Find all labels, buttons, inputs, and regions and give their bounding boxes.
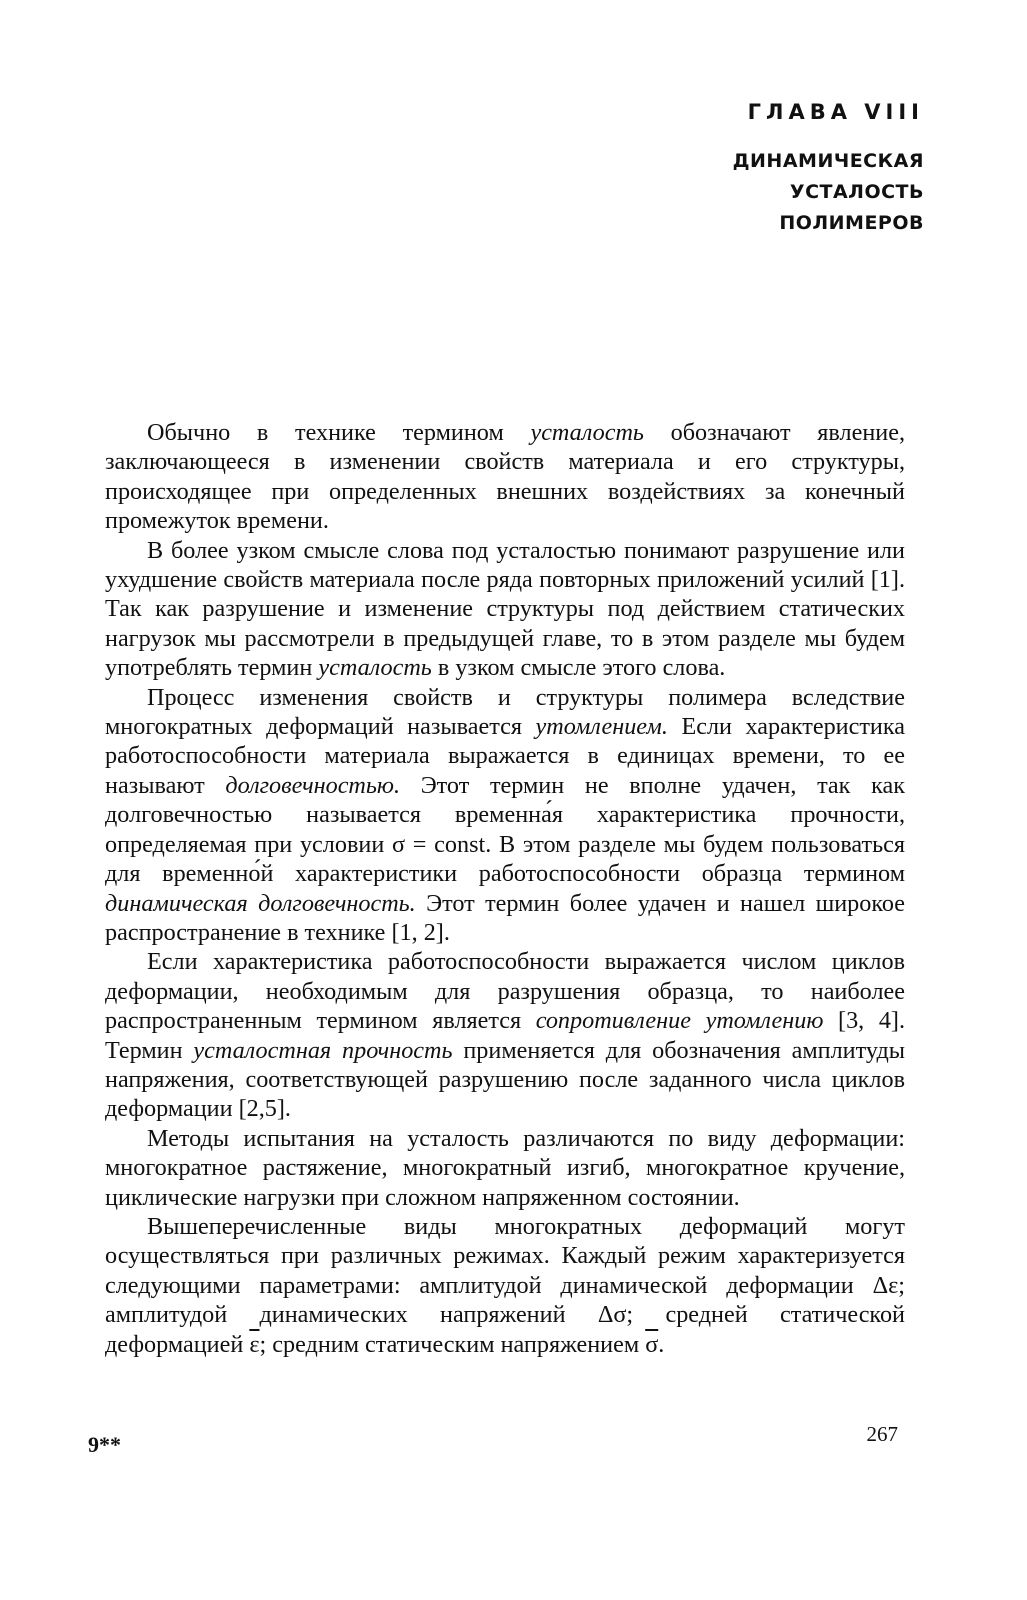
text-run: Вышеперечисленные виды многократных деформаций могут осуществляться при различных режимах. Каждый режим характеризуется следующими параметрами: амплитудой динамической деформации Δε; амплитудой динамических напряжений Δσ; средней статической деформацией [105,1212,905,1358]
chapter-header [733,100,924,239]
text-run: Обычно в технике термином [147,419,531,446]
italic-term: сопротивление утомлению [535,1007,824,1035]
italic-term: динамическая долговечность. [105,889,416,917]
italic-term: усталостная прочность [193,1036,453,1064]
chapter-title [733,146,924,239]
paragraph [105,1212,905,1359]
text-run: Процесс изменения свойств и структуры полимера вследствие многократных деформаций называется [105,683,905,741]
text-run: Если характеристика работоспособности выражается числом циклов деформации, необходимым для разрушения образца, то наиболее распространенным термином является [105,948,905,1035]
body-text [105,418,905,1359]
chapter-title-line: УСТАЛОСТЬ [789,181,924,203]
paragraph [105,418,905,536]
paragraph [105,947,905,1123]
page-number: 267 [866,1422,898,1446]
italic-term: утомлением. [535,713,668,741]
mean-strain-symbol: $\overline{\varepsilon}$ [249,1330,260,1358]
text-run: [3, 4]. Термин [105,1007,906,1064]
text-run: В более узком смысле слова под усталостью понимают разрушение или ухудшение свойств материала после ряда повторных приложений усилий [1]. Так как разрушение и изменение структуры под действием статических нагрузок мы рассмотрели в предыдущей главе, то в этом разделе мы будем употреблять термин [105,536,905,682]
text-run: Этот термин более удачен и нашел широкое распространение в технике [1, 2]. [105,889,905,946]
text-run: обозначают явление, заключающееся в изменении свойств материала и его структуры, происходящее при определенных внешних воздействиях за конечный промежуток времени. [105,419,906,535]
italic-term: усталость [318,654,432,682]
text-run: Если характеристика работоспособности материала выражается в единицах времени, то ее называют [105,713,905,799]
text-run: применяется для обозначения амплитуды напряжения, соответствующей разрушению после заданного числа циклов деформации [2,5]. [105,1036,905,1123]
text-run: . [658,1330,665,1358]
text-run: ; средним статическим напряжением [259,1330,646,1358]
chapter-label: ГЛАВА VIII [747,100,924,124]
text-run: Этот термин не вполне удачен, так как долговечностью называется временна́я характеристика прочности, определяемая при условии σ = const. В этом разделе мы будем пользоваться для временно́й характеристики работоспособности образца термином [105,771,905,888]
page-footer [88,1422,898,1466]
italic-term: долговечностью. [225,771,401,799]
text-run: в узком смысле этого слова. [431,654,726,682]
paragraph [105,536,905,683]
paragraph: Методы испытания на усталость различаются по виду деформации: многократное растяжение, многократный изгиб, многократное кручение, циклические нагрузки при сложном напряженном состоянии. [105,1124,905,1211]
chapter-title-line: ПОЛИМЕРОВ [779,212,924,234]
mean-stress-symbol: $\overline{\sigma}$ [645,1330,659,1358]
chapter-title-line: ДИНАМИЧЕСКАЯ [732,150,924,172]
signature-mark: 9** [88,1432,121,1457]
paragraph [105,683,905,948]
italic-term: усталость [530,419,644,446]
